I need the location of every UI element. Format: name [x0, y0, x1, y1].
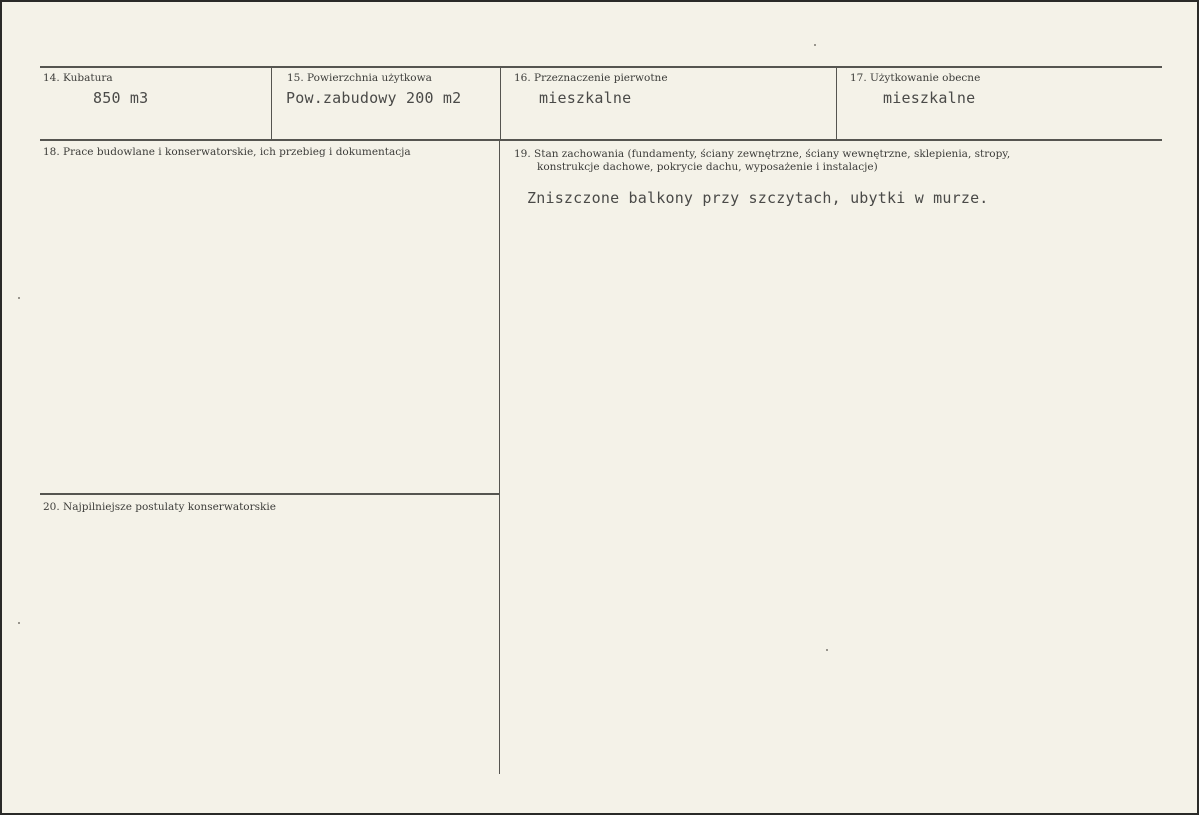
field-18-label: 18. Prace budowlane i konserwatorskie, ich przebieg i dokumentacja: [43, 146, 411, 158]
divider-14-15: [271, 67, 272, 140]
field-17-label: 17. Użytkowanie obecne: [850, 72, 981, 84]
section-20-rule: [40, 493, 499, 495]
field-15-label: 15. Powierzchnia użytkowa: [287, 72, 432, 84]
paper-speck: [826, 649, 828, 651]
field-17-value: mieszkalne: [883, 89, 976, 107]
divider-15-16: [500, 67, 501, 140]
field-14-label: 14. Kubatura: [43, 72, 113, 84]
field-15-value: Pow.zabudowy 200 m2: [286, 89, 462, 107]
field-14-value: 850 m3: [93, 89, 149, 107]
paper-speck: [18, 622, 20, 624]
paper-speck: [18, 297, 20, 299]
field-16-value: mieszkalne: [539, 89, 632, 107]
field-20-label: 20. Najpilniejsze postulaty konserwatorskie: [43, 501, 276, 513]
divider-main-column: [499, 140, 500, 774]
field-19-label-line2: konstrukcje dachowe, pokrycie dachu, wyposażenie i instalacje): [537, 161, 878, 173]
field-19-value: Zniszczone balkony przy szczytach, ubytki w murze.: [527, 189, 989, 207]
field-16-label: 16. Przeznaczenie pierwotne: [514, 72, 668, 84]
field-19-label-line1: 19. Stan zachowania (fundamenty, ściany zewnętrzne, ściany wewnętrzne, sklepienia, stropy,: [514, 148, 1011, 160]
middle-rule: [40, 139, 1162, 141]
top-rule: [40, 66, 1162, 68]
divider-16-17: [836, 67, 837, 140]
paper-speck: [814, 44, 816, 46]
